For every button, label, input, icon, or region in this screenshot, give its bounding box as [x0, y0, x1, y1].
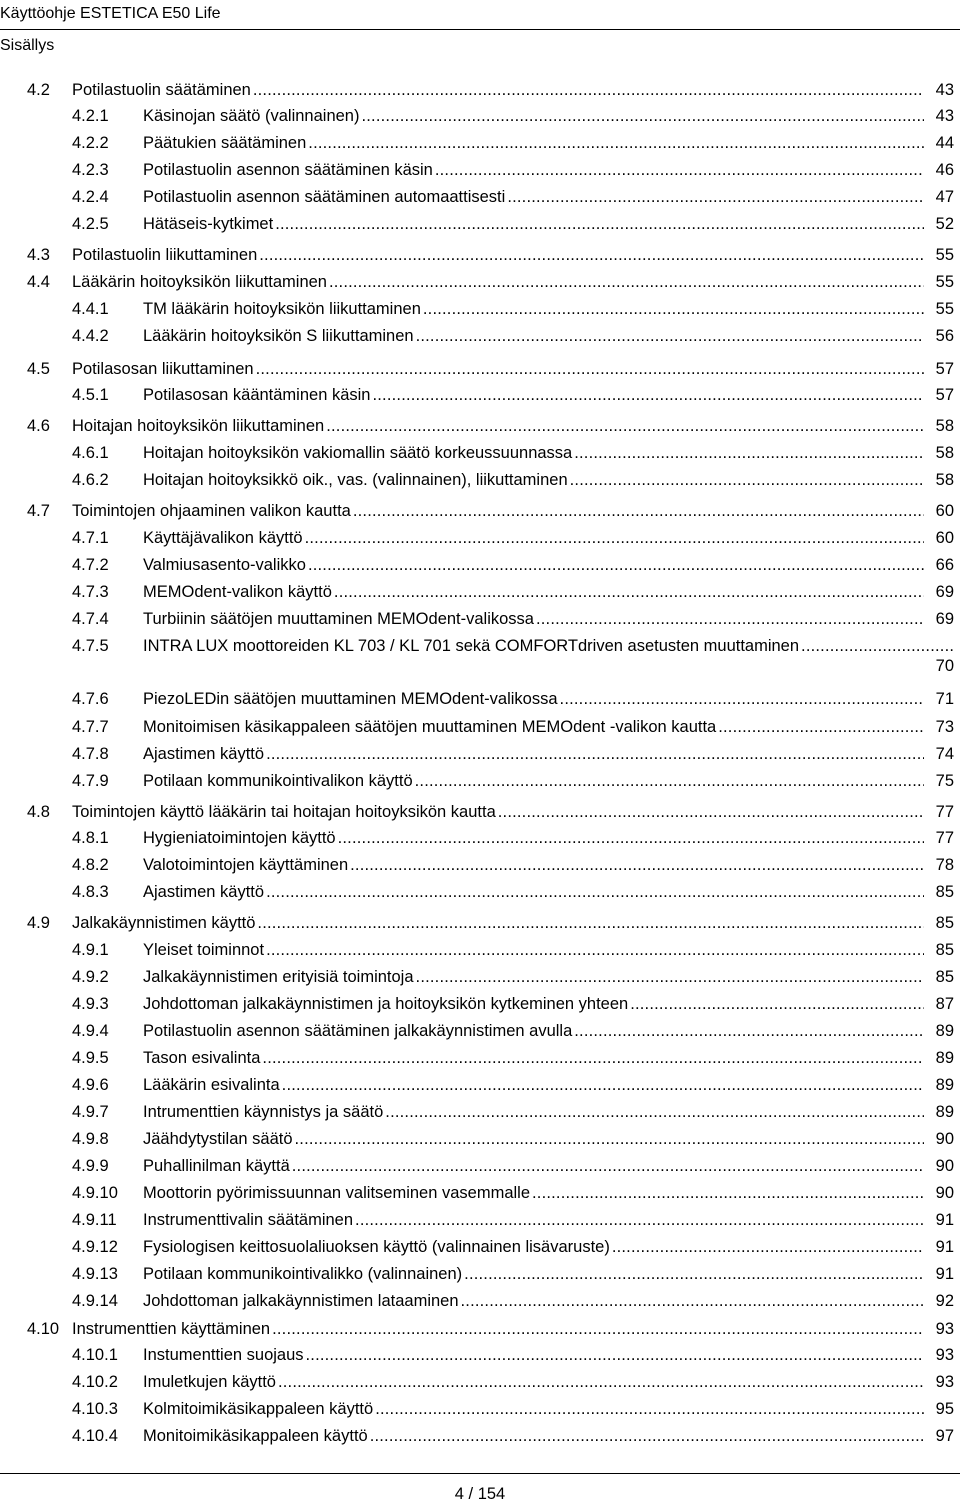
toc-entry-number: 4.5.1 — [72, 386, 109, 404]
toc-entry-title-group — [143, 1397, 924, 1421]
dot-leader — [801, 634, 954, 658]
toc-entry-page: 43 — [935, 107, 954, 125]
toc-entry-number: 4.9.3 — [72, 995, 109, 1013]
toc-entry[interactable] — [0, 800, 960, 824]
toc-entry-title-group — [143, 131, 924, 155]
toc-entry-title: Hygieniatoimintojen käyttö — [143, 829, 336, 847]
dot-leader — [372, 383, 924, 407]
toc-entry-title: Jäähdytystilan säätö — [143, 1130, 293, 1148]
toc-entry-page: 92 — [935, 1292, 954, 1310]
toc-entry-title: Jalkakäynnistimen erityisiä toimintoja — [143, 968, 414, 986]
dot-leader — [305, 526, 924, 550]
toc-entry-page: 75 — [935, 772, 954, 790]
toc-entry[interactable] — [0, 938, 960, 962]
toc-entry[interactable] — [0, 687, 960, 711]
toc-entry[interactable] — [0, 1262, 960, 1286]
toc-entry-page: 74 — [935, 745, 954, 763]
dot-leader — [262, 1046, 924, 1070]
toc-entry-title-group — [143, 526, 924, 550]
toc-entry-number: 4.3 — [27, 246, 50, 264]
toc-entry-title-group — [72, 1317, 924, 1341]
dot-leader — [306, 1343, 924, 1367]
toc-entry-title-group — [143, 1127, 924, 1151]
toc-entry[interactable] — [0, 104, 960, 128]
toc-entry-number: 4.2.1 — [72, 107, 109, 125]
toc-entry-title-group — [143, 553, 924, 577]
toc-entry-title-group — [143, 1073, 924, 1097]
toc-entry-title-group — [72, 499, 924, 523]
toc-entry-title: Johdottoman jalkakäynnistimen ja hoitoyksikön kytkeminen yhteen — [143, 995, 629, 1013]
toc-entry-title: Ajastimen käyttö — [143, 745, 265, 763]
toc-entry-title-group — [143, 1235, 924, 1259]
toc-entry[interactable] — [0, 1073, 960, 1097]
toc-entry[interactable] — [0, 715, 960, 739]
toc-entry-page: 91 — [935, 1211, 954, 1229]
page-number: 4 / 154 — [454, 1485, 506, 1503]
toc-entry-page: 70 — [935, 657, 954, 675]
toc-entry[interactable] — [0, 1370, 960, 1394]
toc-entry[interactable] — [0, 1127, 960, 1151]
toc-entry-title-group — [72, 243, 924, 267]
dot-leader — [718, 715, 924, 739]
toc-entry-page: 89 — [935, 1076, 954, 1094]
toc-entry-title: Toimintojen ohjaaminen valikon kautta — [72, 502, 351, 520]
dot-leader — [275, 212, 924, 236]
dot-leader — [257, 911, 924, 935]
toc-entry-page: 77 — [935, 829, 954, 847]
toc-entry-page: 93 — [935, 1346, 954, 1364]
toc-entry-title: Potilaan kommunikointivalikko (valinnainen) — [143, 1265, 463, 1283]
dot-leader — [361, 104, 924, 128]
toc-entry[interactable] — [0, 580, 960, 604]
toc-entry[interactable] — [0, 826, 960, 850]
toc-entry-title-group — [143, 158, 924, 182]
toc-entry-number: 4.9.12 — [72, 1238, 118, 1256]
dot-leader — [338, 826, 924, 850]
dot-leader — [259, 243, 924, 267]
toc-entry-title: PiezoLEDin säätöjen muuttaminen MEMOdent-valikossa — [143, 690, 558, 708]
toc-entry-number: 4.10.3 — [72, 1400, 118, 1418]
toc-entry-title-group — [143, 580, 924, 604]
toc-entry[interactable] — [0, 992, 960, 1016]
dot-leader — [532, 1181, 924, 1205]
toc-entry-page: 91 — [935, 1265, 954, 1283]
toc-entry-page: 43 — [935, 81, 954, 99]
toc-entry-number: 4.7.1 — [72, 529, 109, 547]
toc-entry-title-group — [143, 324, 924, 348]
toc-entry-page: 71 — [935, 690, 954, 708]
dot-leader — [329, 270, 924, 294]
toc-entry-page: 90 — [935, 1130, 954, 1148]
toc-entry-number: 4.7.8 — [72, 745, 109, 763]
dot-leader — [292, 1154, 924, 1178]
toc-entry-title-group — [143, 1019, 924, 1043]
footer-divider — [0, 1473, 960, 1474]
toc-entry-title: Lääkärin hoitoyksikön S liikuttaminen — [143, 327, 414, 345]
toc-entry[interactable] — [0, 1397, 960, 1421]
dot-leader — [326, 414, 924, 438]
dot-leader — [536, 607, 924, 631]
toc-entry-number: 4.9.9 — [72, 1157, 109, 1175]
dot-leader — [308, 131, 924, 155]
dot-leader — [570, 468, 924, 492]
toc-entry-title: Monitoimikäsikappaleen käyttö — [143, 1427, 368, 1445]
dot-leader — [282, 1073, 924, 1097]
toc-entry-title-group — [143, 1343, 924, 1367]
toc-entry[interactable] — [0, 607, 960, 631]
toc-entry[interactable] — [0, 1208, 960, 1232]
toc-entry-title-group — [72, 800, 924, 824]
toc-entry[interactable] — [0, 880, 960, 904]
toc-entry-page: 85 — [935, 941, 954, 959]
toc-entry[interactable] — [0, 1317, 960, 1341]
toc-entry-page: 69 — [935, 583, 954, 601]
toc-entry-number: 4.9.2 — [72, 968, 109, 986]
toc-entry-number: 4.2.2 — [72, 134, 109, 152]
dot-leader — [266, 938, 924, 962]
toc-entry-page: 57 — [935, 360, 954, 378]
toc-entry[interactable] — [0, 1154, 960, 1178]
toc-entry[interactable] — [0, 634, 960, 658]
dot-leader — [355, 1208, 924, 1232]
toc-entry-page: 56 — [935, 327, 954, 345]
toc-entry[interactable] — [0, 1046, 960, 1070]
dot-leader — [416, 965, 924, 989]
toc-entry-title-group — [72, 78, 924, 102]
toc-entry-title-group — [143, 1154, 924, 1178]
toc-entry-title: Käyttäjävalikon käyttö — [143, 529, 303, 547]
toc-entry-number: 4.9.13 — [72, 1265, 118, 1283]
toc-entry-page: 73 — [935, 718, 954, 736]
toc-entry-page: 55 — [935, 273, 954, 291]
dot-leader — [415, 769, 924, 793]
toc-entry-title-group — [143, 769, 924, 793]
toc-entry-title: Monitoimisen käsikappaleen säätöjen muuttaminen MEMOdent -valikon kautta — [143, 718, 717, 736]
toc-entry-number: 4.9.8 — [72, 1130, 109, 1148]
toc-entry[interactable] — [0, 297, 960, 321]
toc-entry-title-group — [143, 104, 924, 128]
toc-entry-title-group — [143, 1100, 924, 1124]
dot-leader — [253, 78, 924, 102]
toc-entry-number: 4.2 — [27, 81, 50, 99]
toc-entry-title: MEMOdent-valikon käyttö — [143, 583, 332, 601]
toc-entry-title: Potilasosan kääntäminen käsin — [143, 386, 371, 404]
toc-entry-title: Hoitajan hoitoyksikkö oik., vas. (valinnainen), liikuttaminen — [143, 471, 568, 489]
toc-entry[interactable] — [0, 441, 960, 465]
toc-entry-number: 4.4 — [27, 273, 50, 291]
toc-entry-number: 4.7.9 — [72, 772, 109, 790]
toc-entry-page: 93 — [935, 1373, 954, 1391]
toc-entry-title: Instumenttien suojaus — [143, 1346, 304, 1364]
toc-entry-page: 95 — [935, 1400, 954, 1418]
dot-leader — [266, 880, 924, 904]
toc-entry-number: 4.9.11 — [72, 1211, 117, 1229]
toc-entry[interactable] — [0, 131, 960, 155]
toc-entry-title: Fysiologisen keittosuolaliuoksen käyttö (valinnainen lisävaruste) — [143, 1238, 610, 1256]
dot-leader — [498, 800, 924, 824]
toc-entry-page: 90 — [935, 1157, 954, 1175]
toc-entry-title: Ajastimen käyttö — [143, 883, 265, 901]
toc-entry-title: Instrumenttivalin säätäminen — [143, 1211, 354, 1229]
toc-entry-page: 44 — [935, 134, 954, 152]
toc-entry-page: 78 — [935, 856, 954, 874]
toc-entry-title-group — [72, 357, 924, 381]
toc-entry-title-group — [143, 1046, 924, 1070]
toc-entry-number: 4.4.2 — [72, 327, 109, 345]
toc-entry-number: 4.6 — [27, 417, 50, 435]
toc-entry-title-group — [143, 1424, 924, 1448]
toc-entry-title: Potilastuolin asennon säätäminen jalkakäynnistimen avulla — [143, 1022, 573, 1040]
toc-entry-number: 4.8.2 — [72, 856, 109, 874]
toc-entry-page: 57 — [935, 386, 954, 404]
dot-leader — [266, 742, 924, 766]
toc-entry[interactable] — [0, 1181, 960, 1205]
dot-leader — [385, 1100, 924, 1124]
toc-entry-number: 4.6.1 — [72, 444, 109, 462]
toc-entry-title: Imuletkujen käyttö — [143, 1373, 276, 1391]
toc-entry-number: 4.2.3 — [72, 161, 109, 179]
dot-leader — [370, 1424, 924, 1448]
document-title: Käyttöohje ESTETICA E50 Life — [0, 5, 221, 22]
toc-entry-title-group — [143, 297, 924, 321]
toc-entry-page: 55 — [935, 300, 954, 318]
toc-entry[interactable] — [0, 357, 960, 381]
toc-entry-page: 97 — [935, 1427, 954, 1445]
toc-entry-number: 4.9.4 — [72, 1022, 109, 1040]
toc-entry-number: 4.7 — [27, 502, 50, 520]
dot-leader — [295, 1127, 924, 1151]
toc-entry-title-group — [143, 880, 924, 904]
toc-entry-title-group — [143, 185, 924, 209]
toc-entry[interactable] — [0, 468, 960, 492]
toc-entry[interactable] — [0, 212, 960, 236]
dot-leader — [464, 1262, 924, 1286]
toc-entry-page: 52 — [935, 215, 954, 233]
toc-entry-title-group — [143, 441, 924, 465]
toc-entry-title-group — [143, 992, 924, 1016]
toc-entry-page: 90 — [935, 1184, 954, 1202]
toc-entry-title: Potilastuolin liikuttaminen — [72, 246, 258, 264]
toc-entry-page: 69 — [935, 610, 954, 628]
toc-entry-title: TM lääkärin hoitoyksikön liikuttaminen — [143, 300, 421, 318]
toc-entry-title: Käsinojan säätö (valinnainen) — [143, 107, 360, 125]
toc-entry-number: 4.2.4 — [72, 188, 109, 206]
toc-entry-number: 4.5 — [27, 360, 50, 378]
toc-entry[interactable] — [0, 911, 960, 935]
toc-entry-number: 4.8 — [27, 803, 50, 821]
toc-entry-page: 58 — [935, 471, 954, 489]
toc-entry-number: 4.8.3 — [72, 883, 109, 901]
toc-entry-title-group — [143, 607, 924, 631]
toc-entry-title: Valmiusasento-valikko — [143, 556, 306, 574]
toc-entry[interactable] — [0, 1424, 960, 1448]
toc-entry[interactable] — [0, 1100, 960, 1124]
dot-leader — [375, 1397, 924, 1421]
toc-entry-page: 66 — [935, 556, 954, 574]
toc-entry-number: 4.9.10 — [72, 1184, 118, 1202]
toc-entry[interactable] — [0, 499, 960, 523]
toc-entry-number: 4.6.2 — [72, 471, 109, 489]
toc-entry-page: 89 — [935, 1022, 954, 1040]
dot-leader — [423, 297, 924, 321]
toc-entry-title: Yleiset toiminnot — [143, 941, 265, 959]
toc-entry[interactable] — [0, 324, 960, 348]
toc-entry-page: 55 — [935, 246, 954, 264]
toc-entry-title: Hoitajan hoitoyksikön liikuttaminen — [72, 417, 325, 435]
toc-entry-title: INTRA LUX moottoreiden KL 703 / KL 701 sekä COMFORTdriven asetusten muuttaminen — [143, 637, 800, 655]
toc-entry-title: Intrumenttien käynnistys ja säätö — [143, 1103, 384, 1121]
toc-entry-title-group — [72, 911, 924, 935]
toc-entry[interactable] — [0, 78, 960, 102]
toc-entry-page: 47 — [935, 188, 954, 206]
toc-entry-title: Turbiinin säätöjen muuttaminen MEMOdent-valikossa — [143, 610, 534, 628]
toc-entry-title-group — [143, 715, 924, 739]
toc-entry-title-group — [143, 938, 924, 962]
dot-leader — [278, 1370, 924, 1394]
toc-entry-number: 4.9.6 — [72, 1076, 109, 1094]
dot-leader — [574, 441, 924, 465]
toc-entry-number: 4.10.4 — [72, 1427, 118, 1445]
toc-entry-title-group — [143, 1208, 924, 1232]
toc-entry-page: 58 — [935, 417, 954, 435]
toc-entry[interactable] — [0, 553, 960, 577]
toc-entry[interactable] — [0, 1343, 960, 1367]
toc-entry-title-group — [143, 1181, 924, 1205]
toc-entry-title-group — [143, 634, 954, 658]
toc-entry-title: Potilastuolin asennon säätäminen käsin — [143, 161, 433, 179]
dot-leader — [574, 1019, 924, 1043]
toc-entry-number: 4.9 — [27, 914, 50, 932]
toc-entry[interactable] — [0, 853, 960, 877]
toc-entry-number: 4.9.7 — [72, 1103, 109, 1121]
toc-entry-title-group — [143, 742, 924, 766]
dot-leader — [272, 1317, 924, 1341]
toc-entry-page: 93 — [935, 1320, 954, 1338]
toc-entry-title-group — [143, 853, 924, 877]
toc-entry[interactable] — [0, 414, 960, 438]
toc-entry-title: Hätäseis-kytkimet — [143, 215, 274, 233]
toc-entry-title: Lääkärin hoitoyksikön liikuttaminen — [72, 273, 327, 291]
dot-leader — [256, 357, 924, 381]
toc-entry-number: 4.7.2 — [72, 556, 109, 574]
toc-entry-title: Johdottoman jalkakäynnistimen lataaminen — [143, 1292, 459, 1310]
toc-entry-number: 4.9.5 — [72, 1049, 109, 1067]
toc-entry-title-group — [143, 826, 924, 850]
toc-entry-number: 4.7.3 — [72, 583, 109, 601]
toc-entry-title-group — [72, 270, 924, 294]
dot-leader — [560, 687, 924, 711]
toc-entry[interactable] — [0, 185, 960, 209]
toc-entry[interactable] — [0, 526, 960, 550]
toc-entry-title-group — [143, 965, 924, 989]
toc-entry[interactable] — [0, 965, 960, 989]
toc-entry-number: 4.10 — [27, 1320, 60, 1338]
section-title: Sisällys — [0, 37, 55, 54]
toc-entry[interactable] — [0, 1235, 960, 1259]
toc-entry-title-group — [143, 687, 924, 711]
toc-entry-number: 4.9.14 — [72, 1292, 118, 1310]
toc-entry-title: Moottorin pyörimissuunnan valitseminen vasemmalle — [143, 1184, 531, 1202]
dot-leader — [630, 992, 924, 1016]
dot-leader — [507, 185, 924, 209]
toc-entry-page: 85 — [935, 914, 954, 932]
toc-entry-page: 85 — [935, 883, 954, 901]
toc-entry-title: Lääkärin esivalinta — [143, 1076, 280, 1094]
dot-leader — [416, 324, 924, 348]
toc-entry-title: Potilaan kommunikointivalikon käyttö — [143, 772, 413, 790]
toc-entry-page: 85 — [935, 968, 954, 986]
toc-entry-title: Tason esivalinta — [143, 1049, 261, 1067]
toc-entry-page: 89 — [935, 1049, 954, 1067]
toc-entry-page: 77 — [935, 803, 954, 821]
toc-entry-title: Päätukien säätäminen — [143, 134, 307, 152]
toc-entry-title: Hoitajan hoitoyksikön vakiomallin säätö korkeussuunnassa — [143, 444, 573, 462]
toc-entry-number: 4.7.4 — [72, 610, 109, 628]
toc-entry-page: 60 — [935, 502, 954, 520]
toc-entry[interactable] — [0, 243, 960, 267]
toc-entry-number: 4.2.5 — [72, 215, 109, 233]
toc-entry-title: Instrumenttien käyttäminen — [72, 1320, 271, 1338]
dot-leader — [435, 158, 924, 182]
toc-entry-number: 4.8.1 — [72, 829, 109, 847]
toc-entry[interactable] — [0, 158, 960, 182]
toc-entry-page: 58 — [935, 444, 954, 462]
dot-leader — [334, 580, 924, 604]
toc-entry-page: 60 — [935, 529, 954, 547]
toc-entry[interactable] — [0, 769, 960, 793]
toc-entry-number: 4.4.1 — [72, 300, 109, 318]
toc-entry-title-group — [143, 468, 924, 492]
toc-entry-title-group — [143, 1289, 924, 1313]
toc-entry-title-group — [143, 1262, 924, 1286]
toc-entry-title: Potilastuolin säätäminen — [72, 81, 251, 99]
dot-leader — [612, 1235, 924, 1259]
toc-entry-title-group — [143, 1370, 924, 1394]
dot-leader — [353, 499, 924, 523]
toc-entry[interactable] — [0, 1289, 960, 1313]
toc-entry-title: Potilasosan liikuttaminen — [72, 360, 254, 378]
toc-entry-title: Kolmitoimikäsikappaleen käyttö — [143, 1400, 374, 1418]
toc-entry-title: Jalkakäynnistimen käyttö — [72, 914, 256, 932]
toc-entry[interactable] — [0, 383, 960, 407]
toc-entry-page: 87 — [935, 995, 954, 1013]
toc-entry-number: 4.9.1 — [72, 941, 109, 959]
toc-entry[interactable] — [0, 1019, 960, 1043]
toc-entry[interactable] — [0, 270, 960, 294]
toc-entry-title: Potilastuolin asennon säätäminen automaattisesti — [143, 188, 506, 206]
toc-entry-page: 91 — [935, 1238, 954, 1256]
toc-entry-number: 4.10.1 — [72, 1346, 118, 1364]
toc-entry-title: Puhallinilman käyttä — [143, 1157, 290, 1175]
toc-entry-title: Toimintojen käyttö lääkärin tai hoitajan hoitoyksikön kautta — [72, 803, 496, 821]
dot-leader — [350, 853, 924, 877]
toc-entry-title-group — [143, 212, 924, 236]
toc-entry-number: 4.7.6 — [72, 690, 109, 708]
toc-entry-title: Valotoimintojen käyttäminen — [143, 856, 349, 874]
dot-leader — [461, 1289, 924, 1313]
toc-entry-page: 89 — [935, 1103, 954, 1121]
toc-entry-title-group — [143, 383, 924, 407]
toc-entry-title-group — [72, 414, 924, 438]
toc-entry-number: 4.7.5 — [72, 637, 109, 655]
toc-entry[interactable] — [0, 742, 960, 766]
toc-entry-number: 4.7.7 — [72, 718, 109, 736]
toc-entry-page: 46 — [935, 161, 954, 179]
dot-leader — [308, 553, 924, 577]
toc-entry-number: 4.10.2 — [72, 1373, 118, 1391]
